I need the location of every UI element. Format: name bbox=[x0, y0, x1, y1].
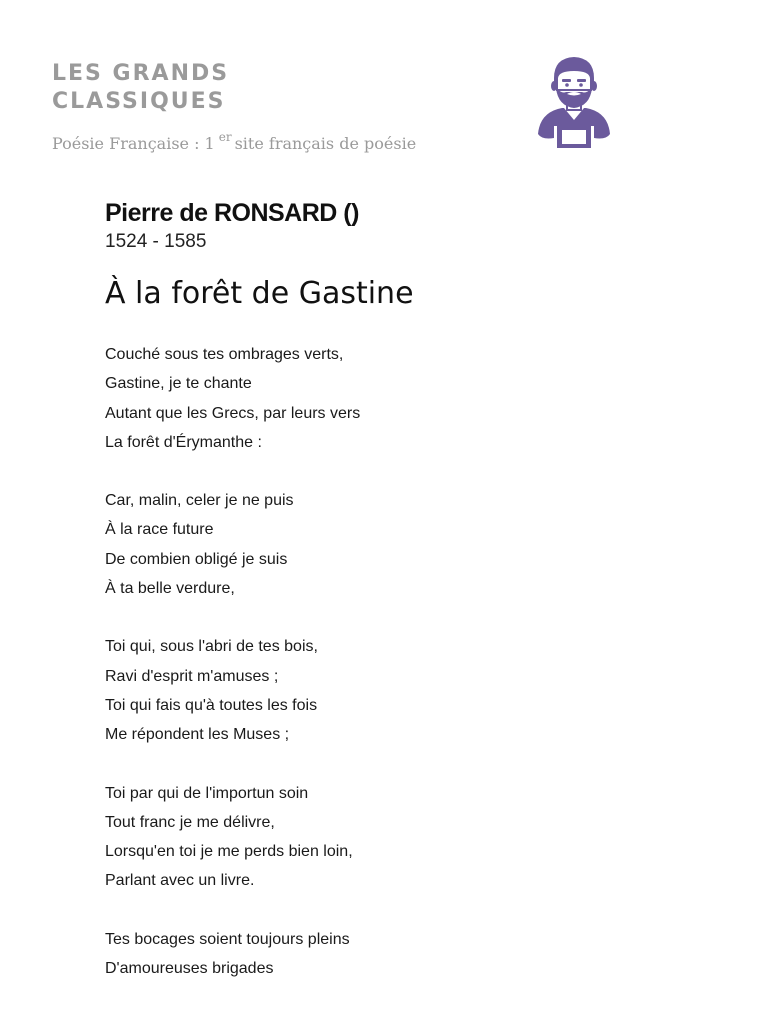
verse-line: De combien obligé je suis bbox=[105, 550, 288, 568]
brand-line-1: LES GRANDS bbox=[52, 61, 230, 86]
site-header bbox=[52, 60, 716, 160]
verse-line: La forêt d'Érymanthe : bbox=[105, 433, 262, 451]
verse-line: Toi qui, sous l'abri de tes bois, bbox=[105, 638, 318, 656]
verse-line: Couché sous tes ombrages verts, bbox=[105, 346, 344, 363]
brand-line-2: CLASSIQUES bbox=[52, 89, 226, 114]
verse-line: Me répondent les Muses ; bbox=[105, 726, 290, 744]
verse-line: Car, malin, celer je ne puis bbox=[105, 492, 294, 510]
verse-line: Parlant avec un livre. bbox=[105, 872, 255, 890]
site-brand[interactable] bbox=[52, 60, 716, 116]
tagline-text: Poésie Française : 1 bbox=[52, 134, 215, 153]
poem-title: À la forêt de Gastine bbox=[105, 276, 414, 311]
tagline-superscript: er bbox=[218, 130, 232, 144]
verse-line: Ravi d'esprit m'amuses ; bbox=[105, 667, 279, 685]
poem-body bbox=[105, 340, 705, 983]
stanza bbox=[105, 779, 705, 896]
author-dates: 1524 - 1585 bbox=[105, 231, 207, 252]
poem-content bbox=[105, 196, 705, 1012]
site-tagline bbox=[52, 130, 416, 153]
verse-line: Tes bocages soient toujours pleins bbox=[105, 930, 350, 948]
verse-line: Toi par qui de l'importun soin bbox=[105, 784, 309, 802]
verse-line: Toi qui fais qu'à toutes les fois bbox=[105, 696, 318, 714]
verse-line: Autant que les Grecs, par leurs vers bbox=[105, 404, 361, 422]
stanza bbox=[105, 632, 705, 749]
verse-line: À ta belle verdure, bbox=[105, 580, 235, 598]
stanza bbox=[105, 925, 705, 984]
author-name[interactable]: Pierre de RONSARD () bbox=[105, 199, 359, 227]
verse-line: D'amoureuses brigades bbox=[105, 960, 274, 978]
stanza bbox=[105, 340, 705, 457]
verse-line: À la race future bbox=[105, 521, 214, 539]
stanza bbox=[105, 486, 705, 603]
verse-line: Lorsqu'en toi je me perds bien loin, bbox=[105, 843, 353, 861]
verse-line: Tout franc je me délivre, bbox=[105, 813, 275, 831]
verse-line: Gastine, je te chante bbox=[105, 375, 252, 393]
tagline-text-end: site français de poésie bbox=[234, 134, 417, 153]
bearded-poet-bust-icon[interactable] bbox=[536, 54, 612, 150]
